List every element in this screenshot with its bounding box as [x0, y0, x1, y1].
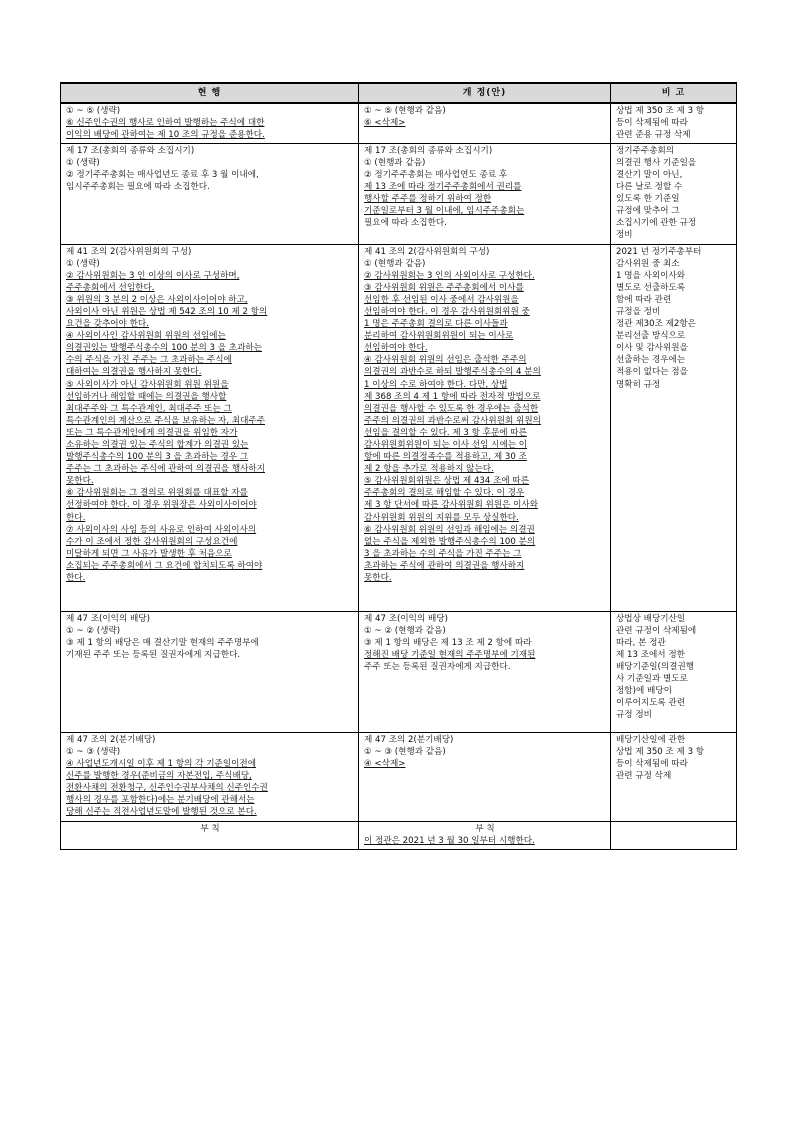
current-text-line: 소유하는 의결권 있는 주식의 합계가 의결권 있는 — [66, 440, 249, 450]
amended-text-line: ③ 제 1 항의 배당은 제 13 조 제 2 항에 따라 — [364, 637, 532, 648]
note-text-line: 함에 따라 관련 — [616, 294, 672, 305]
note-text-line: 상법 제 350 조 제 3 항 — [616, 106, 705, 116]
amended-text-line: 의결권의 과반수로 하되 발행주식총수의 4 분의 — [364, 367, 541, 378]
note-cell — [611, 244, 737, 611]
amended-text-line: 행사할 주주를 정하기 위하여 정한 — [364, 193, 492, 204]
note-text-line: 제 13 조에서 정한 — [616, 649, 685, 660]
current-text-line: 제 41 조의 2(감사위원회의 구성) — [66, 246, 192, 257]
table-row — [61, 732, 737, 821]
current-text-line: 한다. — [66, 512, 86, 523]
current-text-line: 신주를 발행한 경우(준비금의 자본전입, 주식배당, — [66, 770, 252, 781]
note-text-line: 관련 규정이 삭제됨에 — [616, 625, 697, 636]
note-text-line: 사 기준일과 별도로 — [616, 673, 688, 684]
current-text-line: 임시주주총회는 필요에 따라 소집한다. — [66, 181, 210, 192]
current-text-line: 행사의 경우를 포함한다)에는 분기배당에 관해서는 — [66, 794, 255, 805]
current-text-line: ① (생략) — [66, 157, 100, 168]
note-text-line: 따라, 본 정관 — [616, 637, 666, 648]
current-cell — [61, 143, 359, 244]
amended-text-line: 제 2 항을 추가로 적용하지 않는다. — [364, 464, 494, 475]
note-text-line: 상법상 배당기산일 — [616, 613, 686, 624]
note-text-line: 등이 삭제됨에 따라 — [616, 118, 688, 129]
table-body — [61, 103, 737, 849]
current-text-line: ③ 위원의 3 분의 2 이상은 사외이사이어야 하고, — [66, 294, 248, 305]
amended-text-line: 선임한 후 선임된 이사 중에서 감사위원을 — [364, 294, 519, 305]
current-text-line: ④ 사외이사인 감사위원회 위원의 선임에는 — [66, 331, 226, 342]
amended-text-line: ④ <삭제> — [364, 758, 406, 769]
amended-text-line: ④ 감사위원회 위원의 선임은 출석한 주주의 — [364, 355, 527, 366]
current-text-line: 의결권있는 발행주식총수의 100 분의 3 을 초과하는 — [66, 343, 262, 354]
current-text-line: ② 감사위원회는 3 인 이상의 이사로 구성하며, — [66, 270, 240, 281]
amended-text-line: ⑤ 감사위원회위원은 상법 제 434 조에 따른 — [364, 476, 530, 487]
amended-text-line: 제 3 항 단서에 따른 감사위원회 위원은 이사와 — [364, 500, 539, 511]
supplementary-note-cell — [611, 821, 737, 849]
supplementary-current-title: 부 칙 — [200, 823, 220, 834]
amended-cell — [359, 103, 611, 143]
amended-cell — [359, 611, 611, 732]
amended-text-line: 필요에 따라 소집한다. — [364, 218, 447, 229]
note-text-line: 소집시기에 관한 규정 — [616, 218, 697, 229]
note-text-line: 별도로 선출하도록 — [616, 282, 686, 293]
current-cell — [61, 611, 359, 732]
current-text-line: 주주총회에서 선임한다. — [66, 282, 155, 293]
current-text-line: 당해 신주는 직전사업년도말에 발행된 것으로 본다. — [66, 807, 257, 818]
note-text-line: 의결권 행사 기준일을 — [616, 157, 697, 168]
amended-text-line: 제 13 조에 따라 정기주주총회에서 권리를 — [364, 181, 522, 192]
current-text-line: ⑤ 사외이사가 아닌 감사위원회 위원 위원을 — [66, 379, 229, 390]
current-text-line: 선정하여야 한다. 이 경우 위원장은 사외이사이어야 — [66, 500, 257, 511]
note-text-line: 있도록 한 기준일 — [616, 193, 680, 204]
amended-text-line: 제 368 조의 4 제 1 항에 따라 전자적 방법으로 — [364, 391, 541, 402]
supplementary-amended-title: 부 칙 — [475, 823, 495, 834]
current-text-line: ⑥ 신주인수권의 행사로 인하여 발행하는 주식에 대한 — [66, 118, 265, 129]
table-row — [61, 611, 737, 732]
note-text-line: 2021 년 정기주총부터 — [616, 246, 702, 257]
amended-text-line: 항에 따른 의결정족수를 적용하고, 제 30 조 — [364, 452, 527, 463]
current-text-line: 수가 이 조에서 정한 감사위원회의 구성요건에 — [66, 536, 238, 547]
amended-text-line: 선임을 결의할 수 있다. 제 3 항 후문에 따른 — [364, 427, 527, 438]
amended-text-line: 주주의 의결권의 과반수로써 감사위원회 위원의 — [364, 415, 541, 426]
note-text-line: 다른 날로 정할 수 — [616, 181, 683, 192]
amended-text-line: 기준일로부터 3 월 이내에, 임시주주총회는 — [364, 205, 525, 216]
note-cell — [611, 732, 737, 821]
amended-text-line: ② 감사위원회는 3 인의 사외이사로 구성한다. — [364, 270, 535, 281]
current-text-line: ⑦ 사외이사의 사임 등의 사유로 인하여 사외이사의 — [66, 524, 257, 535]
current-text-line: 요건을 갖추어야 한다. — [66, 319, 149, 330]
table-row — [61, 103, 737, 143]
amended-cell — [359, 732, 611, 821]
note-text-line: 명확히 규정 — [616, 379, 661, 390]
current-text-line: ④ 사업년도개시일 이후 제 1 항의 각 기준일이전에 — [66, 758, 257, 769]
amended-text-line: 3 을 초과하는 수의 주식을 가진 주주는 그 — [364, 548, 522, 559]
amended-text-line: 주주총회의 결의로 해임할 수 있다. 이 경우 — [364, 488, 525, 499]
current-text-line: 제 47 조(이익의 배당) — [66, 613, 150, 624]
note-cell — [611, 143, 737, 244]
amended-text-line: 제 47 조의 2(분기배당) — [364, 734, 454, 745]
current-text-line: 대하여는 의결권을 행사하지 못한다. — [66, 367, 202, 378]
current-text-line: ② 정기주주총회는 매사업년도 종료 후 3 월 이내에, — [66, 169, 259, 180]
amended-text-line: ① ~ ③ (현행과 같음) — [364, 746, 446, 757]
current-text-line: 최대주주와 그 특수관계인, 최대주주 또는 그 — [66, 403, 232, 414]
current-text-line: 미달하게 되면 그 사유가 발생한 후 처음으로 — [66, 548, 232, 559]
supplementary-current-cell — [61, 821, 359, 849]
amended-text-line: 제 17 조(총회의 종류와 소집시기) — [364, 145, 493, 156]
amended-text-line: 없는 주식을 제외한 발행주식총수의 100 분의 — [364, 536, 536, 547]
note-text-line: 배당기산일에 관한 — [616, 734, 686, 745]
table-row — [61, 244, 737, 611]
current-text-line: 소집되는 주주총회에서 그 요건에 합치되도록 하여야 — [66, 560, 263, 571]
note-text-line: 감사위원 중 최소 — [616, 258, 680, 269]
note-text-line: 정관 제30조 제2항은 — [616, 319, 696, 330]
note-text-line: 선출하는 경우에는 — [616, 355, 686, 366]
supplementary-row — [61, 821, 737, 849]
amended-text-line: ③ 감사위원회 위원은 주주총회에서 이사를 — [364, 282, 524, 293]
note-text-line: 규정 정비 — [616, 710, 652, 721]
amended-text-line: ⑥ 감사위원회 위원의 선임과 해임에는 의결권 — [364, 524, 535, 535]
note-text-line: 정기주주총회의 — [616, 145, 675, 156]
header-amended: 개 정(안) — [359, 83, 611, 103]
note-text-line: 이루어지도록 관련 — [616, 698, 686, 709]
table-header-row — [61, 83, 737, 103]
amended-text-line: 선임하여야 한다. 이 경우 감사위원회위원 중 — [364, 306, 530, 317]
current-text-line: 또는 그 특수관계인에게 의결권을 위임한 자가 — [66, 427, 238, 438]
amended-text-line: 정해진 배당 기준일 현재의 주주명부에 기재된 — [364, 649, 536, 660]
note-text-line: 배당기준일(의결권행 — [616, 661, 695, 672]
current-text-line: ① ~ ② (생략) — [66, 625, 121, 636]
amended-text-line: ⑥ <삭제> — [364, 118, 406, 129]
note-cell — [611, 103, 737, 143]
amended-cell — [359, 244, 611, 611]
amended-text-line: 주주 또는 등록된 질권자에게 지급한다. — [364, 661, 511, 672]
note-text-line: 규정을 정비 — [616, 306, 661, 317]
note-text-line: 적용이 없다는 점을 — [616, 367, 688, 378]
amended-text-line: 초과하는 주식에 관하여 의결권을 행사하지 — [364, 560, 525, 571]
current-text-line: 기재된 주주 또는 등록된 질권자에게 지급한다. — [66, 649, 241, 660]
note-text-line: 분리선출 방식으로 — [616, 331, 686, 342]
amended-text-line: 제 47 조(이익의 배당) — [364, 613, 448, 624]
note-text-line: 정비 — [616, 230, 633, 241]
header-note: 비 고 — [611, 83, 737, 103]
current-text-line: 못한다. — [66, 476, 94, 487]
current-text-line: ① ~ ③ (생략) — [66, 746, 121, 757]
amended-text-line: ① ~ ② (현행과 같음) — [364, 625, 446, 636]
note-cell — [611, 611, 737, 732]
amendment-comparison-table — [60, 82, 737, 850]
current-text-line: 선임하거나 해임할 때에는 의결권을 행사할 — [66, 391, 227, 402]
amended-text-line: 선임하여야 한다. — [364, 343, 428, 354]
current-text-line: 이익의 배당에 관하여는 제 10 조의 규정을 준용한다. — [66, 130, 265, 141]
amended-text-line: 의결권을 행사할 수 있도록 한 경우에는 출석한 — [364, 403, 539, 414]
amended-cell — [359, 143, 611, 244]
amended-text-line: 분리하여 감사위원회위원이 되는 이사로 — [364, 331, 514, 342]
supplementary-amended-cell — [359, 821, 611, 849]
amended-text-line: ① (현행과 같음) — [364, 157, 426, 168]
note-text-line: 등이 삭제됨에 따라 — [616, 758, 688, 769]
current-text-line: 수의 주식을 가진 주주는 그 초과하는 주식에 — [66, 355, 232, 366]
current-text-line: 전환사채의 전환청구, 신주인수권부사채의 신주인수권 — [66, 782, 268, 793]
supplementary-effective-date-text: 이 정관은 2021 년 3 월 30 일부터 시행한다. — [364, 835, 535, 846]
amended-text-line: 1 명은 주주총회 결의로 다른 이사들과 — [364, 319, 508, 330]
amended-text-line: 못한다. — [364, 573, 392, 584]
current-cell — [61, 103, 359, 143]
current-text-line: ⑥ 감사위원회는 그 결의로 위원회를 대표할 자를 — [66, 488, 248, 499]
note-text-line: 이사 및 감사위원을 — [616, 343, 688, 354]
amended-text-line: 감사위원회위원이 되는 이사 선임 시에는 이 — [364, 440, 528, 450]
amended-text-line: ① ~ ⑤ (현행과 같음) — [364, 106, 446, 116]
amended-text-line: 1 이상의 수로 하여야 한다. 다만, 상법 — [364, 379, 508, 390]
note-text-line: 정함)에 배당이 — [616, 686, 672, 697]
note-text-line: 1 명을 사외이사와 — [616, 270, 686, 281]
current-cell — [61, 732, 359, 821]
current-text-line: 사외이사 아닌 위원은 상법 제 542 조의 10 제 2 항의 — [66, 306, 268, 317]
amended-text-line: 감사위원회 위원의 지위를 모두 상실한다. — [364, 512, 519, 523]
note-text-line: 관련 준용 규정 삭제 — [616, 130, 691, 141]
note-text-line: 관련 규정 삭제 — [616, 770, 672, 781]
amended-text-line: ② 정기주주총회는 매사업연도 종료 후 — [364, 169, 508, 180]
table-row — [61, 143, 737, 244]
note-text-line: 규정에 맞추어 그 — [616, 205, 680, 216]
current-text-line: 주주는 그 초과하는 주식에 관하여 의결권을 행사하지 — [66, 464, 266, 475]
note-text-line: 상법 제 350 조 제 3 항 — [616, 746, 705, 757]
current-text-line: 발행주식총수의 100 분의 3 을 초과하는 경우 그 — [66, 452, 249, 463]
current-text-line: 제 47 조의 2(분기배당) — [66, 734, 156, 745]
amended-text-line: ① (현행과 같음) — [364, 258, 426, 269]
current-text-line: 한다. — [66, 573, 86, 584]
note-text-line: 결산기 말이 아닌, — [616, 169, 683, 180]
current-text-line: ③ 제 1 항의 배당은 매 결산기말 현재의 주주명부에 — [66, 637, 259, 648]
current-text-line: 제 17 조(총회의 종류와 소집시기) — [66, 145, 195, 156]
current-cell — [61, 244, 359, 611]
current-text-line: ① ~ ⑤ (생략) — [66, 106, 121, 116]
current-text-line: 특수관계인의 계산으로 주식을 보유하는 자, 최대주주 — [66, 415, 266, 426]
amended-text-line: 제 41 조의 2(감사위원회의 구성) — [364, 246, 490, 257]
current-text-line: ① (생략) — [66, 258, 100, 269]
header-current: 현 행 — [61, 83, 359, 103]
